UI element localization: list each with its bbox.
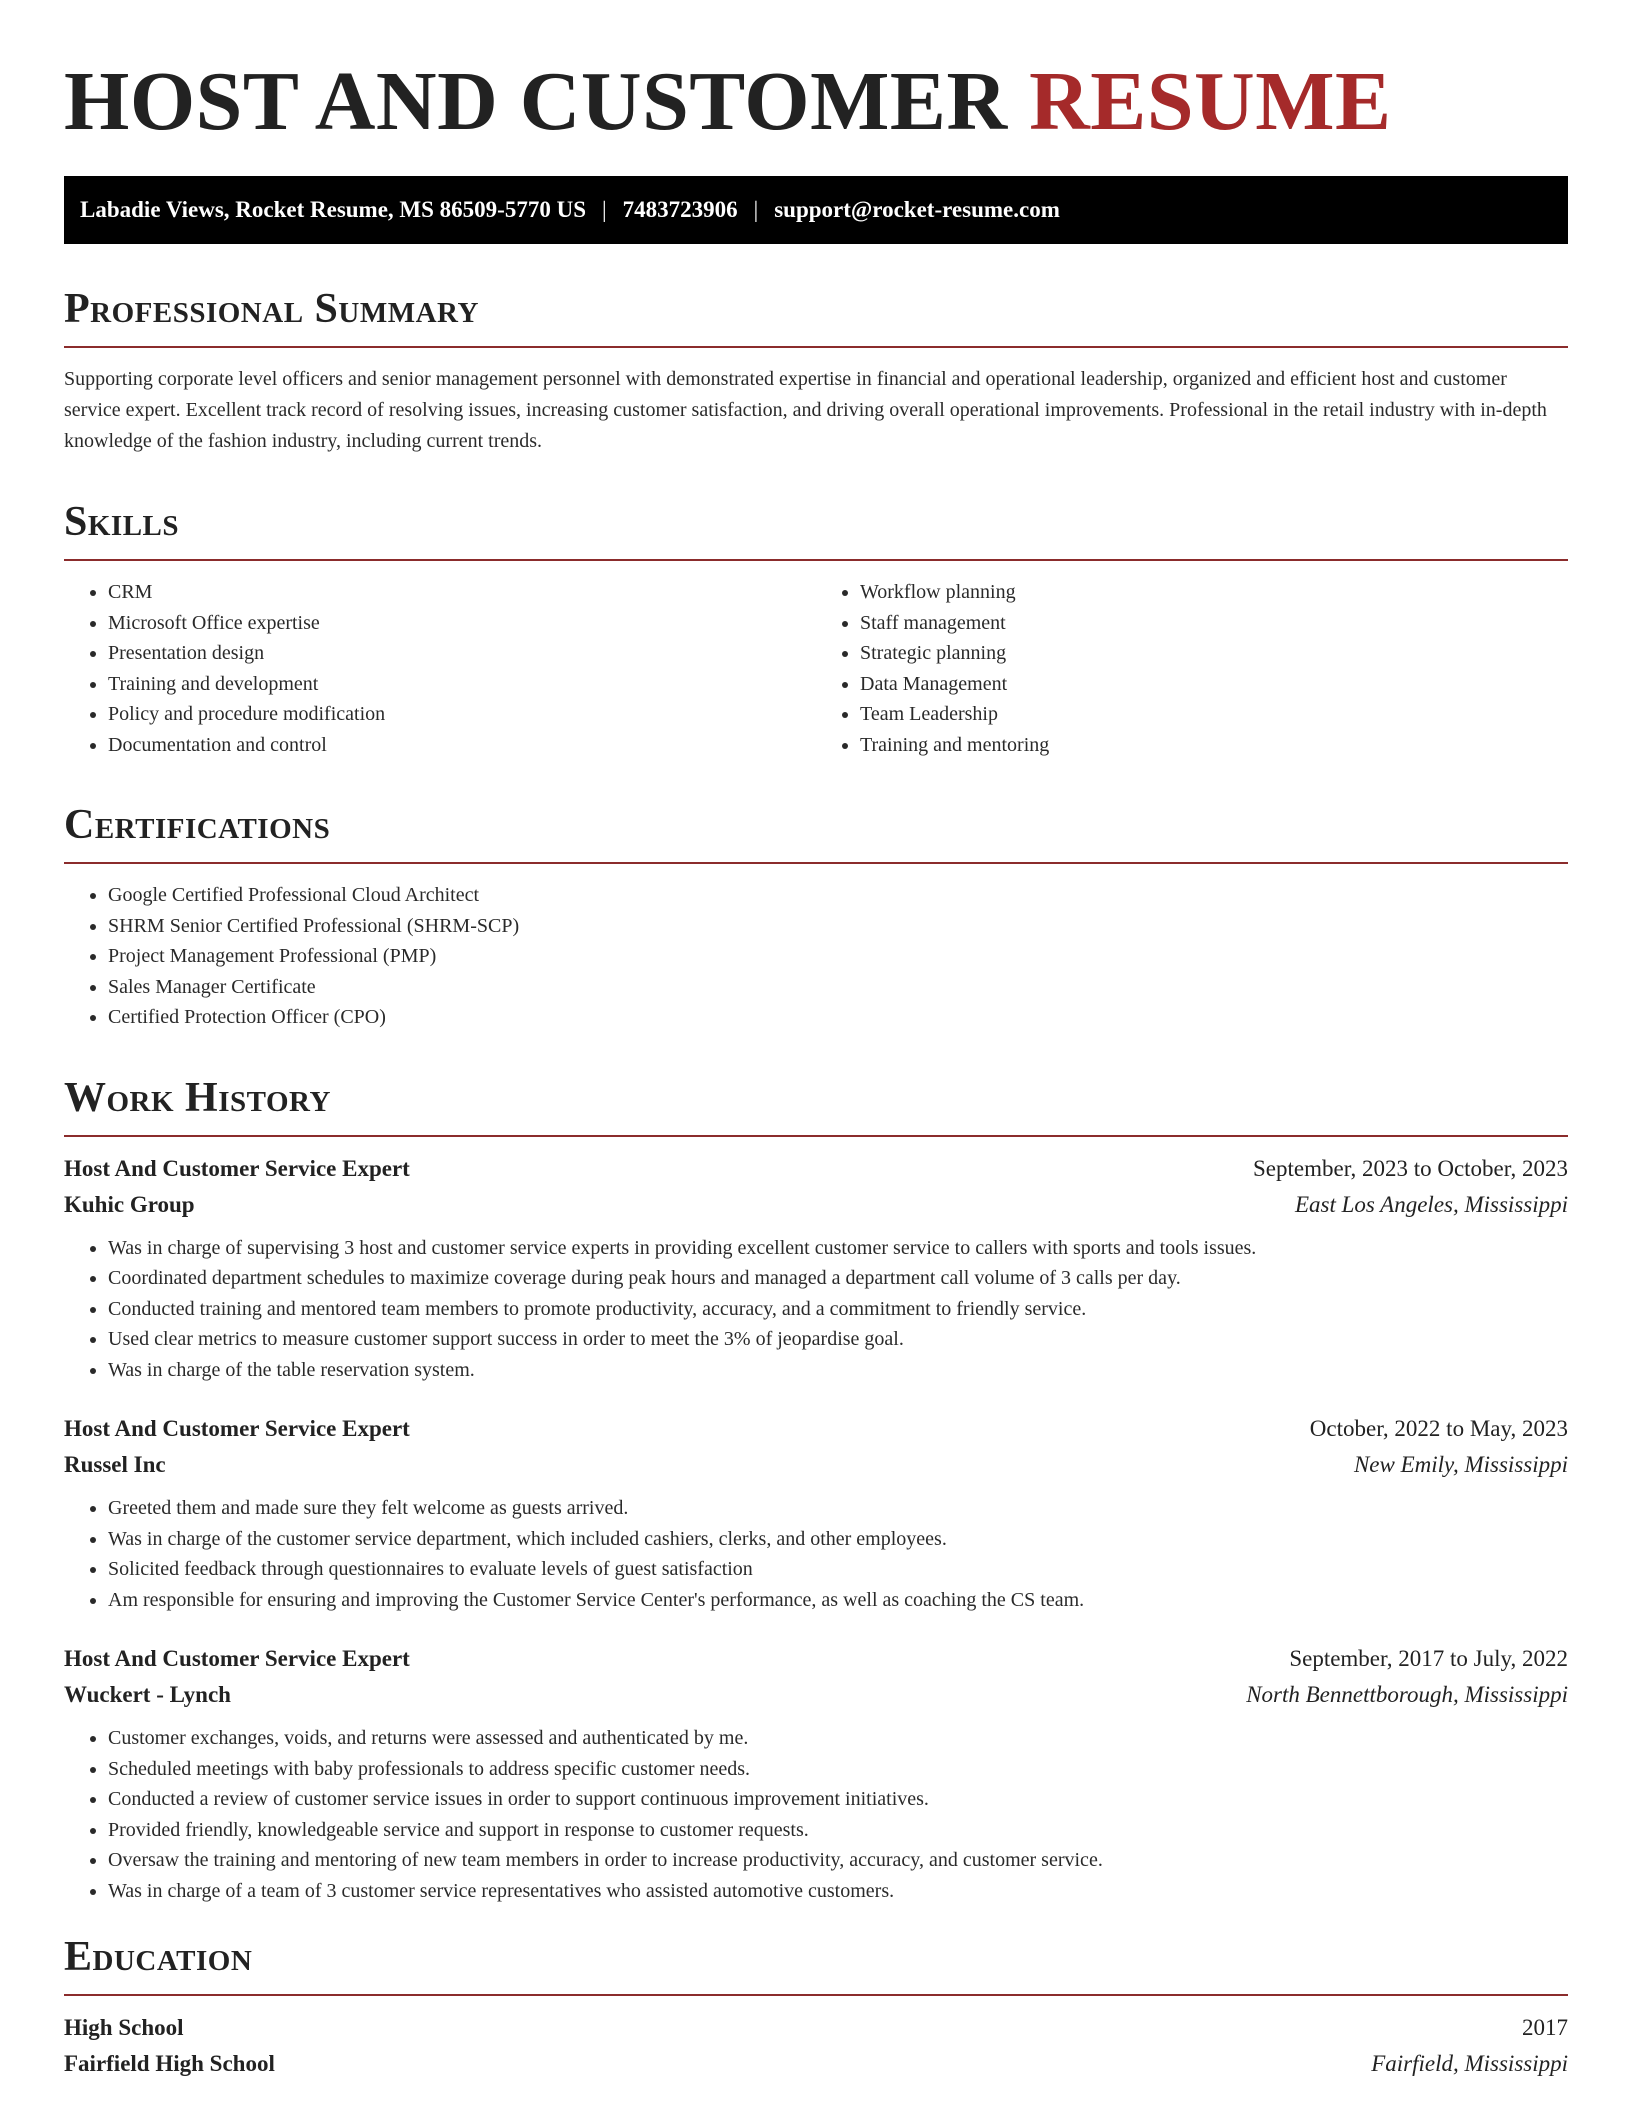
job-location: New Emily, Mississippi	[1353, 1452, 1568, 1477]
skills-list-right	[816, 577, 1568, 760]
skills-list-left	[64, 577, 816, 760]
job-header-row	[64, 1411, 1568, 1447]
section-heading: Skills	[64, 499, 180, 545]
job-bullet: • Was in charge of the customer service department, which included cashiers, clerks, and other employees.	[108, 1524, 1568, 1555]
job-header-row	[64, 1151, 1568, 1187]
contact-separator: |	[602, 197, 607, 222]
certification-item: • Project Management Professional (PMP)	[108, 941, 1568, 972]
job-bullet: • Solicited feedback through questionnaires to evaluate levels of guest satisfaction	[108, 1554, 1568, 1585]
section-heading: Work History	[64, 1074, 331, 1121]
job-company: Wuckert - Lynch	[64, 1682, 231, 1707]
job-bullet: • Provided friendly, knowledgeable service and support in response to customer requests.	[108, 1815, 1568, 1846]
job-bullet: • Customer exchanges, voids, and returns were assessed and authenticated by me.	[108, 1723, 1568, 1754]
skill-item: • Presentation design	[108, 638, 816, 669]
contact-separator: |	[753, 197, 759, 222]
certification-item: • SHRM Senior Certified Professional (SHRM-SCP)	[108, 911, 1568, 942]
job-bullet: • Used clear metrics to measure customer support success in order to meet the 3% of jeopardise goal.	[108, 1324, 1568, 1355]
work-history-section	[64, 1073, 1568, 1907]
skill-item: • Workflow planning	[860, 577, 1568, 608]
job-bullet: • Oversaw the training and mentoring of new team members in order to increase productivity, accuracy, and customer service.	[108, 1845, 1568, 1876]
education-location: Fairfield, Mississippi	[1371, 2051, 1568, 2076]
job-bullet: • Conducted training and mentored team members to promote productivity, accuracy, and a commitment to friendly service.	[108, 1294, 1568, 1325]
skill-item: • Team Leadership	[860, 699, 1568, 730]
summary-text: Supporting corporate level officers and senior management personnel with demonstrated expertise in financial and operational leadership, organized and efficient host and customer service expert. Excellent track record of resolving issues, increasing customer satisfaction, and driving overall operational improvements. Professional in the retail industry with in-depth knowledge of the fashion industry, including current trends.	[64, 368, 1547, 452]
contact-address: Labadie Views, Rocket Resume, MS 86509-5770 US	[80, 197, 586, 222]
skill-item: • Training and mentoring	[860, 730, 1568, 761]
job-bullet: • Coordinated department schedules to maximize coverage during peak hours and managed a department call volume of 3 calls per day.	[108, 1263, 1568, 1294]
skill-item: • Microsoft Office expertise	[108, 608, 816, 639]
education-school-row	[64, 2046, 1568, 2082]
job-entry	[64, 1411, 1568, 1615]
job-bullet: • Was in charge of a team of 3 customer service representatives who assisted automotive customers.	[108, 1876, 1568, 1907]
skill-item: • Staff management	[860, 608, 1568, 639]
section-divider	[64, 1135, 1568, 1137]
section-divider	[64, 346, 1568, 348]
job-entry	[64, 1151, 1568, 1386]
skills-section	[64, 497, 1568, 760]
job-dates: September, 2017 to July, 2022	[1289, 1646, 1568, 1671]
title-main: HOST AND CUSTOMER	[64, 55, 1008, 148]
job-company-row	[64, 1187, 1568, 1223]
title-accent: RESUME	[1029, 55, 1392, 148]
certifications-section	[64, 800, 1568, 1033]
job-bullets	[64, 1493, 1568, 1615]
section-divider	[64, 862, 1568, 864]
skill-item: • Documentation and control	[108, 730, 816, 761]
contact-email: support@rocket-resume.com	[774, 197, 1060, 222]
contact-phone: 7483723906	[622, 197, 738, 222]
job-title: Host And Customer Service Expert	[64, 1155, 410, 1181]
education-entry	[64, 2010, 1568, 2082]
job-location: North Bennettborough, Mississippi	[1246, 1682, 1568, 1707]
skill-item: • Training and development	[108, 669, 816, 700]
job-bullets	[64, 1233, 1568, 1386]
section-heading: Professional Summary	[64, 286, 479, 332]
job-entry	[64, 1641, 1568, 1906]
section-heading: Certifications	[64, 802, 331, 848]
education-section	[64, 1932, 1568, 2082]
job-header-row	[64, 1641, 1568, 1677]
job-bullet: • Was in charge of supervising 3 host and customer service experts in providing excellent customer service to callers with sports and tools issues.	[108, 1233, 1568, 1264]
section-divider	[64, 559, 1568, 561]
section-heading: Education	[64, 1934, 253, 1980]
job-company: Russel Inc	[64, 1452, 166, 1477]
job-company-row	[64, 1447, 1568, 1483]
job-bullet: • Greeted them and made sure they felt welcome as guests arrived.	[108, 1493, 1568, 1524]
job-bullets	[64, 1723, 1568, 1906]
job-company-row	[64, 1677, 1568, 1713]
summary-section	[64, 284, 1568, 457]
job-dates: September, 2023 to October, 2023	[1253, 1155, 1568, 1181]
section-divider	[64, 1994, 1568, 1996]
certification-item: • Sales Manager Certificate	[108, 972, 1568, 1003]
education-header-row	[64, 2010, 1568, 2046]
skill-item: • Policy and procedure modification	[108, 699, 816, 730]
skill-item: • Data Management	[860, 669, 1568, 700]
job-title: Host And Customer Service Expert	[64, 1416, 410, 1441]
job-company: Kuhic Group	[64, 1191, 195, 1217]
skill-item: • CRM	[108, 577, 816, 608]
job-bullet: • Scheduled meetings with baby professionals to address specific customer needs.	[108, 1754, 1568, 1785]
contact-bar	[64, 176, 1568, 244]
job-bullet: • Conducted a review of customer service issues in order to support continuous improvement initiatives.	[108, 1784, 1568, 1815]
resume-title	[64, 52, 1568, 152]
skills-grid	[64, 577, 1568, 760]
skill-item: • Strategic planning	[860, 638, 1568, 669]
job-dates: October, 2022 to May, 2023	[1309, 1416, 1568, 1441]
job-location: East Los Angeles, Mississippi	[1294, 1191, 1568, 1217]
job-bullet: • Am responsible for ensuring and improving the Customer Service Center's performance, as well as coaching the CS team.	[108, 1585, 1568, 1616]
education-degree: High School	[64, 2015, 184, 2040]
job-title: Host And Customer Service Expert	[64, 1646, 410, 1671]
certification-item: • Google Certified Professional Cloud Architect	[108, 880, 1568, 911]
education-school: Fairfield High School	[64, 2051, 275, 2076]
certification-item: • Certified Protection Officer (CPO)	[108, 1002, 1568, 1033]
certifications-list	[64, 880, 1568, 1033]
education-year: 2017	[1522, 2015, 1568, 2040]
job-bullet: • Was in charge of the table reservation system.	[108, 1355, 1568, 1386]
